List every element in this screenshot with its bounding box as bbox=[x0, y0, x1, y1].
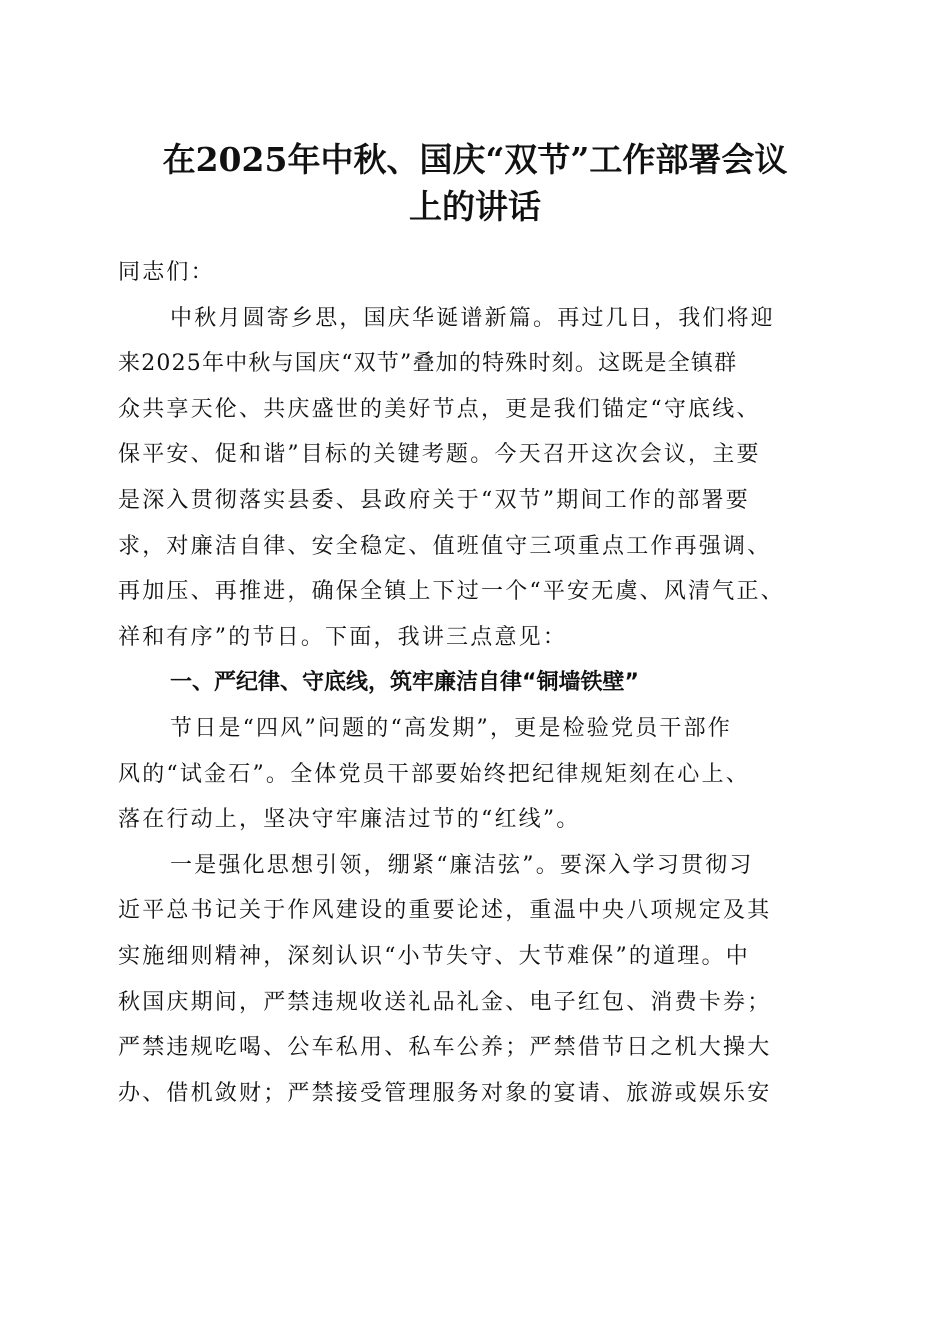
paragraph-line: 求，对廉洁自律、安全稳定、值班值守三项重点工作再强调、 bbox=[118, 533, 772, 559]
document-title-line-1: 在2025年中秋、国庆“双节”工作部署会议 bbox=[162, 140, 788, 179]
paragraph-line: 众共享天伦、共庆盛世的美好节点，更是我们锚定“守底线、 bbox=[118, 396, 761, 422]
paragraph-line: 实施细则精神，深刻认识“小节失守、大节难保”的道理。中 bbox=[118, 943, 750, 969]
paragraph-line: 落在行动上，坚决守牢廉洁过节的“红线”。 bbox=[118, 807, 581, 833]
paragraph-line: 近平总书记关于作风建设的重要论述，重温中央八项规定及其 bbox=[118, 898, 772, 924]
paragraph-line: 节日是“四风”问题的“高发期”，更是检验党员干部作 bbox=[170, 715, 732, 741]
section-heading: 一、严纪律、守底线，筑牢廉洁自律“铜墙铁壁” bbox=[170, 670, 639, 696]
paragraph-line: 是深入贯彻落实县委、县政府关于“双节”期间工作的部署要 bbox=[118, 487, 750, 513]
paragraph-line: 中秋月圆寄乡思，国庆华诞谱新篇。再过几日，我们将迎 bbox=[170, 305, 776, 331]
paragraph-line: 祥和有序”的节日。下面，我讲三点意见： bbox=[118, 624, 568, 650]
paragraph-line: 一是强化思想引领，绷紧“廉洁弦”。要深入学习贯彻习 bbox=[170, 852, 754, 878]
document-title-line-2: 上的讲话 bbox=[409, 187, 541, 226]
document-body bbox=[118, 250, 838, 1116]
paragraph-line: 办、借机敛财；严禁接受管理服务对象的宴请、旅游或娱乐安 bbox=[118, 1080, 772, 1106]
paragraph-line: 保平安、促和谐”目标的关键考题。今天召开这次会议，主要 bbox=[118, 442, 761, 468]
paragraph-line: 再加压、再推进，确保全镇上下过一个“平安无虞、风清气正、 bbox=[118, 579, 785, 605]
salutation: 同志们： bbox=[118, 260, 215, 285]
paragraph-line: 秋国庆期间，严禁违规收送礼品礼金、电子红包、消费卡券； bbox=[118, 989, 772, 1015]
paragraph-line: 风的“试金石”。全体党员干部要始终把纪律规矩刻在心上、 bbox=[118, 761, 750, 787]
paragraph-line: 严禁违规吃喝、公车私用、私车公养；严禁借节日之机大操大 bbox=[118, 1035, 772, 1061]
paragraph-line: 来2025年中秋与国庆“双节”叠加的特殊时刻。这既是全镇群 bbox=[118, 351, 738, 377]
